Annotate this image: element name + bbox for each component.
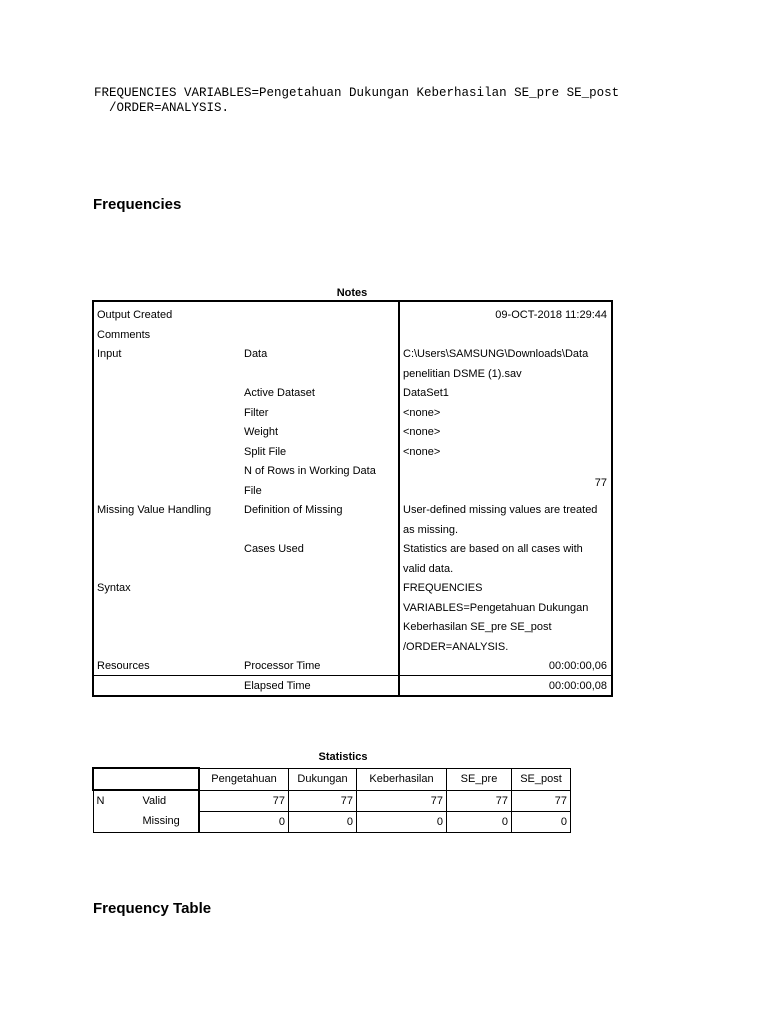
notes-last-row-separator (94, 675, 611, 676)
notes-cell-c: <none> (403, 406, 441, 419)
statistics-cell: 0 (512, 811, 571, 832)
notes-cell-a: Missing Value Handling (97, 504, 212, 516)
notes-cell-c: valid data. (403, 562, 454, 575)
notes-cell-c: C:\Users\SAMSUNG\Downloads\Data (403, 348, 589, 360)
notes-cell-c: Statistics are based on all cases with (403, 543, 583, 555)
statistics-col-header: SE_post (512, 768, 571, 790)
notes-cell-c: Keberhasilan SE_pre SE_post (403, 621, 552, 633)
frequencies-heading: Frequencies (93, 196, 182, 213)
syntax-block (94, 86, 619, 116)
statistics-cell: 77 (289, 790, 357, 811)
statistics-caption: Statistics (318, 751, 368, 763)
statistics-header-row (93, 768, 571, 790)
statistics-cell: 77 (357, 790, 447, 811)
notes-cell-b: Filter (244, 406, 269, 419)
notes-cell-b: Cases Used (244, 543, 304, 555)
notes-cell-b: File (244, 484, 262, 497)
statistics-row-valid (93, 790, 571, 811)
notes-cell-b: N of Rows in Working Data (244, 465, 376, 477)
statistics-cell: 0 (289, 811, 357, 832)
statistics-col-header: Dukungan (289, 768, 357, 790)
notes-cell-c: <none> (403, 426, 441, 438)
statistics-cell: 77 (199, 790, 289, 811)
notes-cell-b: Weight (244, 426, 279, 438)
notes-cell-a: Syntax (97, 582, 131, 594)
notes-cell-c: penelitian DSME (1).sav (403, 367, 522, 380)
statistics-row-n-blank (93, 811, 140, 832)
statistics-cell: 77 (447, 790, 512, 811)
statistics-table (92, 767, 571, 833)
statistics-row-label: Valid (140, 790, 200, 811)
notes-cell-b: Split File (244, 445, 287, 458)
statistics-row-missing (93, 811, 571, 832)
notes-cell-c: 00:00:00,06 (548, 660, 607, 672)
notes-cell-b: Active Dataset (244, 387, 315, 399)
notes-cell-b: Definition of Missing (244, 504, 343, 516)
notes-cell-a: Comments (97, 328, 151, 341)
notes-cell-c: DataSet1 (403, 387, 449, 399)
notes-cell-c: User-defined missing values are treated (403, 504, 598, 516)
notes-cell-c: VARIABLES=Pengetahuan Dukungan (403, 601, 589, 614)
notes-divider (398, 302, 400, 695)
notes-table (92, 300, 613, 697)
statistics-col-header: Pengetahuan (199, 768, 289, 790)
notes-cell-c: 09-OCT-2018 11:29:44 (495, 309, 607, 321)
notes-cell-c: FREQUENCIES (403, 582, 483, 594)
notes-cell-c: as missing. (403, 523, 459, 536)
notes-cell-a: Resources (97, 660, 150, 672)
notes-cell-b: Processor Time (244, 660, 321, 672)
syntax-line-2: /ORDER=ANALYSIS. (94, 101, 230, 115)
statistics-cell: 77 (512, 790, 571, 811)
notes-caption: Notes (336, 287, 368, 299)
notes-cell-c: 00:00:00,08 (548, 679, 607, 692)
statistics-cell: 0 (357, 811, 447, 832)
notes-cell-b: Elapsed Time (244, 679, 311, 692)
frequency-table-heading: Frequency Table (93, 900, 212, 917)
notes-cell-c: <none> (403, 445, 441, 458)
notes-cell-c: /ORDER=ANALYSIS. (403, 640, 509, 653)
statistics-cell: 0 (447, 811, 512, 832)
notes-rows-count-value: 77 (594, 477, 607, 489)
notes-cell-a: Output Created (97, 309, 173, 321)
statistics-row-n-label: N (93, 790, 140, 811)
statistics-col-header: Keberhasilan (357, 768, 447, 790)
statistics-cell: 0 (199, 811, 289, 832)
syntax-line-1: FREQUENCIES VARIABLES=Pengetahuan Dukungan Keberhasilan SE_pre SE_post (94, 86, 620, 100)
notes-cell-a: Input (97, 348, 122, 360)
statistics-row-label: Missing (140, 811, 200, 832)
notes-cell-b: Data (244, 348, 268, 360)
statistics-col-header: SE_pre (447, 768, 512, 790)
statistics-corner (93, 768, 199, 790)
